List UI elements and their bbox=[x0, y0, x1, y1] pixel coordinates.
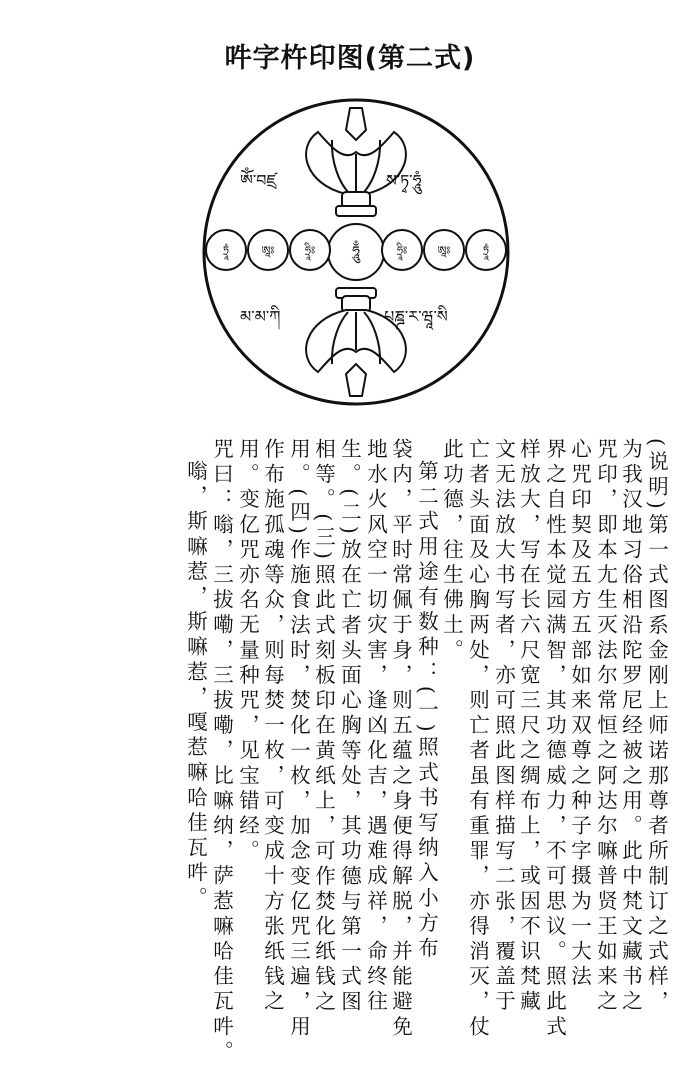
center-syllable: ཧཱུྃ bbox=[352, 244, 360, 260]
syllables-top-left: ཨོཾ་བཛྲ bbox=[240, 171, 277, 190]
text-column: 用。(四)作施食法时，焚化一枚，加念变亿咒三遍，用 bbox=[286, 438, 311, 1041]
text-column: (说明)第一式图系金刚上师诺那尊者所制订之式样， bbox=[644, 438, 669, 1016]
page-title: 吽字杵印图(第二式) bbox=[224, 43, 476, 74]
text-column: 用。变亿咒亦名无量种咒，见宝错经。 bbox=[235, 438, 260, 865]
mantra-column: 咒曰：嗡，三拔嘞，三拔嘞，比嘛纳，萨惹嘛哈佳瓦吽。 bbox=[209, 438, 234, 1066]
text-column: 第二式用途有数种：(一)照式书写纳入小方布 bbox=[414, 460, 439, 963]
text-column: 为我汉地习俗相沿陀罗尼经被之用。此中梵文藏书之 bbox=[618, 438, 643, 1016]
vajra-hum-seal-figure bbox=[196, 92, 516, 412]
text-column: 咒印，即本尢生灭法尔常恒之阿达尔嘛普贤王如来之 bbox=[593, 438, 618, 1016]
ring-syllable: ཧྲཱིཿ bbox=[396, 244, 408, 257]
text-column: 生。(二)放在亡者头面心胸等处，其功德与第一式图 bbox=[337, 438, 362, 1016]
text-column: 样放大，写在长六尺宽三尺之绸布上，或因不识梵藏 bbox=[516, 438, 541, 1016]
text-column: 作布施孤魂等众，则每焚一枚，可变成十方张纸钱之 bbox=[260, 438, 285, 1016]
syllables-bottom-right: པཎྜ་ར་ཝཱ་སི bbox=[384, 307, 448, 326]
syllables-top-right: ས་ཏྭ་ཧཱུཾ bbox=[386, 171, 422, 190]
ring-syllable: ཨཱཿ bbox=[261, 244, 275, 257]
ring-syllable: ཧྲཱིཿ bbox=[304, 244, 316, 257]
text-column: 此功德，往生佛土。 bbox=[439, 438, 464, 664]
mantra-column: 嗡，斯嘛惹，斯嘛惹，嘎惹嘛哈佳瓦吽。 bbox=[183, 460, 208, 912]
ring-syllable: ཏྲཱཾ bbox=[222, 244, 230, 257]
text-column: 界之自性本觉园满智，其功德威力，不可思议。照此式 bbox=[542, 438, 567, 1041]
ring-syllable: ཨཱཿ bbox=[437, 244, 451, 257]
text-column: 文无法放大书写者，亦可照此图样描写二张，覆盖于 bbox=[491, 438, 516, 1016]
text-column: 地水火风空一切灾害，逢凶化吉，遇难成祥，命终往 bbox=[363, 438, 388, 1016]
ring-syllable: ཏྲཱཾ bbox=[482, 244, 490, 257]
text-column: 亡者头面及心胸两处，则亡者虽有重罪，亦得消灭，仗 bbox=[465, 438, 490, 1041]
text-column: 心咒印契及五方五部如来双尊之种子字摄为一大法 bbox=[567, 438, 592, 991]
vajra-lower-icon bbox=[306, 288, 406, 396]
text-column: 相等。(三)照此式刻板印在黄纸上，可作焚化纸钱之 bbox=[311, 438, 336, 1016]
text-column: 袋内，平时常佩于身，则五蕴之身便得解脱，并能避免 bbox=[388, 438, 413, 1041]
vajra-upper-icon bbox=[306, 108, 406, 216]
syllables-bottom-left: མ་མ་ཀི bbox=[240, 307, 281, 326]
